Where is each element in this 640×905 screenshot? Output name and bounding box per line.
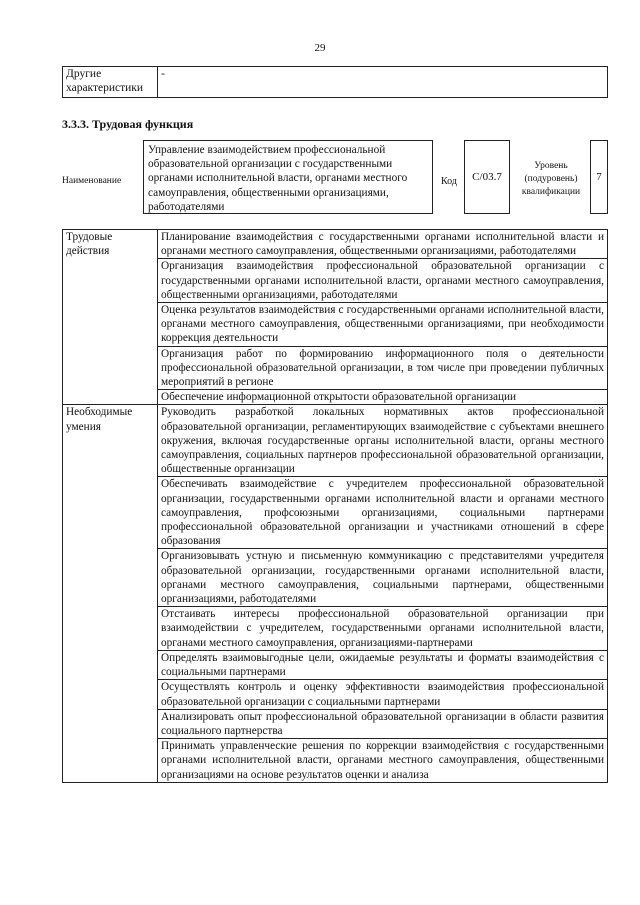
function-name-label: Наименование — [62, 176, 122, 186]
other-characteristics-table — [62, 66, 608, 98]
skill-item: Определять взаимовыгодные цели, ожидаемые результаты и форматы взаимодействия с социальными партнерами — [158, 650, 608, 679]
other-characteristics-label: Другие характеристики — [63, 67, 158, 98]
skill-item: Принимать управленческие решения по коррекции взаимодействия с государственными органами исполнительной власти, органами местного самоуправления, общественными организациями на основе результатов оценки и анализа — [158, 739, 608, 783]
labor-action-item: Планирование взаимодействия с государственными органами исполнительной власти и органами местного самоуправления, общественными организациями, работодателями — [158, 230, 608, 259]
skill-item: Руководить разработкой локальных нормативных актов профессиональной образовательной организации, регламентирующих взаимодействие с субъектами внешнего окружения, включая государственные органы исполнительной власти, органы местного самоуправления, социальных партнеров профессиональной образовательной организации, общественные организации — [158, 405, 608, 477]
function-details-table — [62, 229, 608, 783]
code-label: Код — [441, 176, 457, 187]
labor-action-item: Организация работ по формированию информационного поля о деятельности профессиональной образовательной организации, в том числе при проведении публичных мероприятий в регионе — [158, 346, 608, 390]
labor-actions-label: Трудовые действия — [63, 230, 158, 405]
skill-item: Отстаивать интересы профессиональной образовательной организации при взаимодействии с учредителем, государственными органами исполнительной власти, органами местного самоуправления, организациями-партнерами — [158, 607, 608, 651]
skill-item: Осуществлять контроль и оценку эффективности взаимодействия профессиональной образовательной организации с социальными партнерами — [158, 680, 608, 709]
section-title: 3.3.3. Трудовая функция — [62, 117, 194, 131]
skill-item: Анализировать опыт профессиональной образовательной организации в области развития социального партнерства — [158, 709, 608, 738]
page-number: 29 — [314, 42, 326, 54]
table-row — [63, 230, 608, 259]
qualification-level-box: 7 — [590, 140, 608, 214]
table-row — [63, 405, 608, 477]
labor-action-item: Оценка результатов взаимодействия с государственными органами исполнительной власти, органами местного самоуправления, общественными организациями, при необходимости коррекция деятельности — [158, 303, 608, 347]
labor-action-item: Обеспечение информационной открытости образовательной организации — [158, 390, 608, 405]
skill-item: Организовывать устную и письменную коммуникацию с представителями учредителя образовательной организации, государственными органами исполнительной власти, органами местного самоуправления, социальными партнерами, общественными организациями, работодателями — [158, 549, 608, 607]
labor-action-item: Организация взаимодействия профессиональной образовательной организации с государственными органами исполнительной власти, органами местного самоуправления, общественными организациями, работодателями — [158, 259, 608, 303]
other-characteristics-value: - — [158, 67, 608, 98]
required-skills-label: Необходимые умения — [63, 405, 158, 782]
qualification-level-label: Уровень (подуровень) квалификации — [521, 161, 581, 197]
table-row — [63, 67, 608, 98]
code-box: С/03.7 — [464, 140, 510, 214]
skill-item: Обеспечивать взаимодействие с учредителем профессиональной образовательной организации, государственными органами исполнительной власти и органами местного самоуправления, профсоюзными организациями, социальными партнерами профессиональной образовательной организации и участниками отношений в сфере образования — [158, 477, 608, 549]
function-name-box: Управление взаимодействием профессиональной образовательной организации с государственными органами исполнительной власти, органами местного самоуправления, общественными организациями, работодателями — [143, 140, 433, 214]
